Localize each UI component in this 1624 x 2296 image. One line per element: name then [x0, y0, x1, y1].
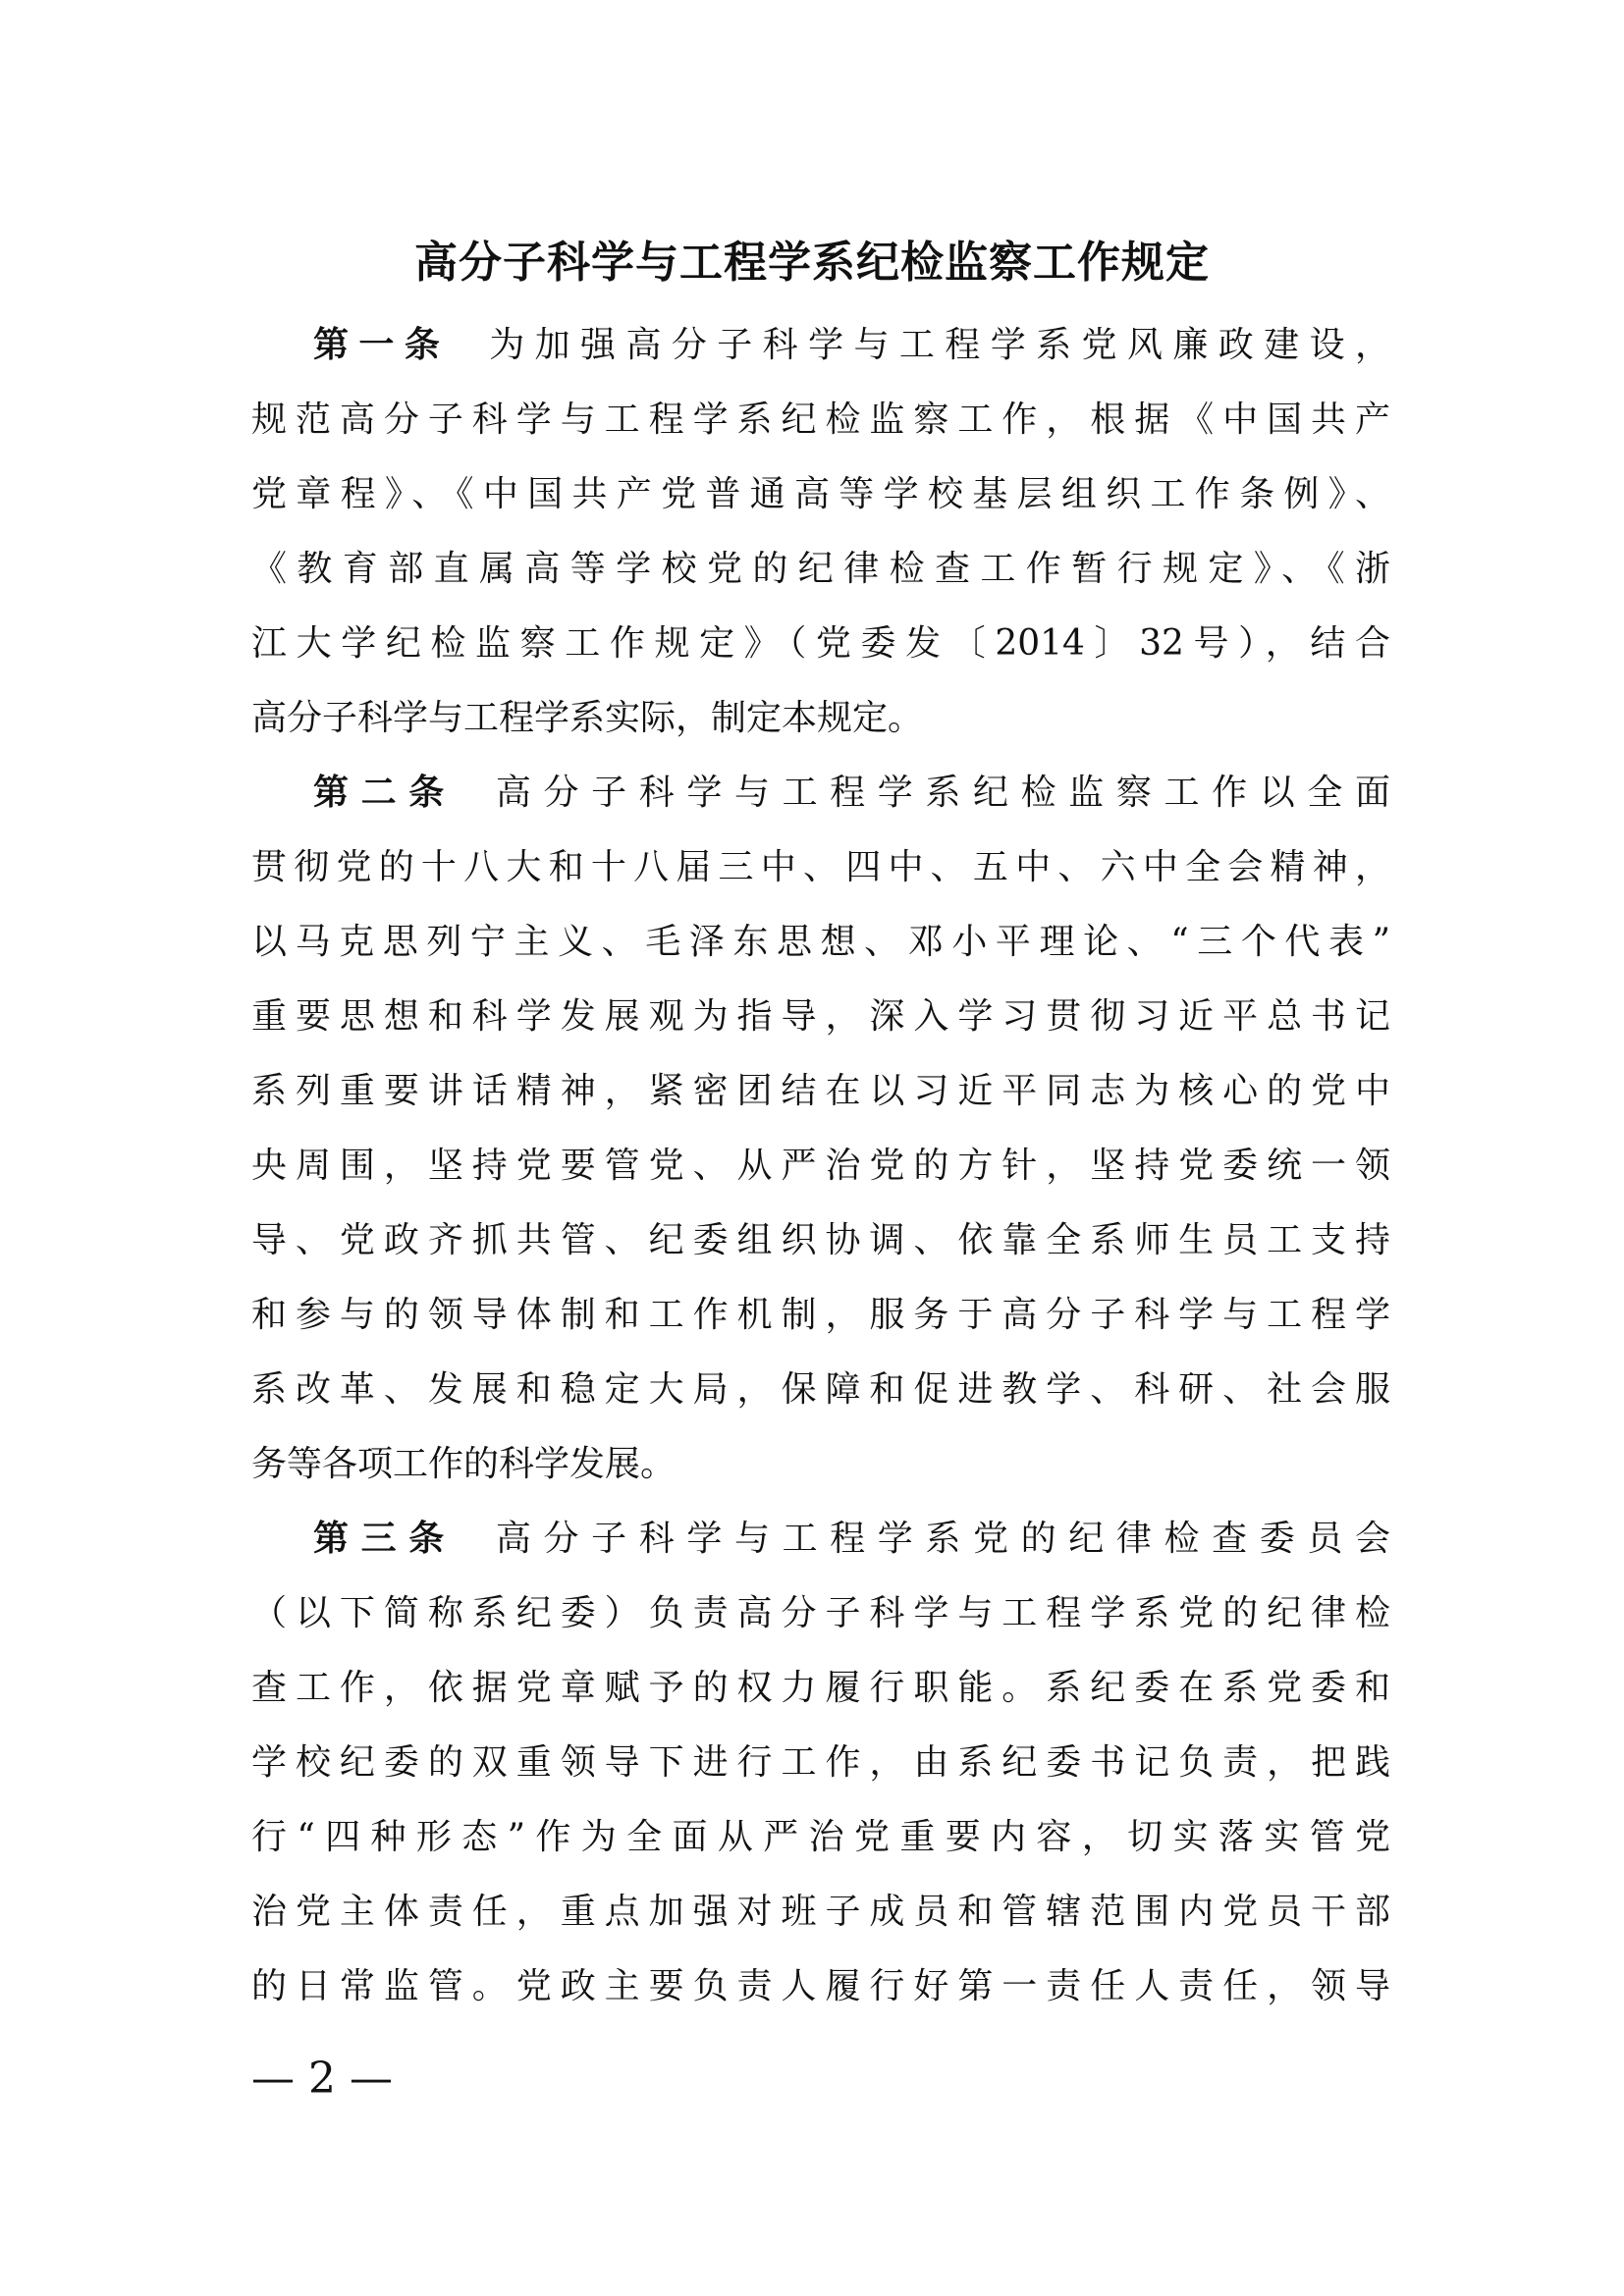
article-3-line-5: 行“四种形态”作为全面从严治党重要内容，切实落实管党: [251, 1817, 1390, 1857]
article-2-line-6: 央周围，坚持党要管党、从严治党的方针，坚持党委统一领: [251, 1146, 1390, 1186]
article-1-line-4: 《教育部直属高等学校党的纪律检查工作暂行规定》、《浙: [251, 549, 1390, 589]
article-3-line-4: 学校纪委的双重领导下进行工作，由系纪委书记负责，把践: [251, 1742, 1390, 1783]
article-2-label: 第二条: [313, 773, 457, 813]
article-3-label: 第三条: [313, 1519, 457, 1559]
article-2-first-line: [251, 756, 1390, 830]
article-1-line-1: 为加强高分子科学与工程学系党风廉政建设，: [489, 325, 1390, 365]
article-2-line-7: 导、党政齐抓共管、纪委组织协调、依靠全系师生员工支持: [251, 1220, 1390, 1260]
article-2-line-2: 贯彻党的十八大和十八届三中、四中、五中、六中全会精神，: [251, 847, 1390, 887]
article-1-first-line: [251, 308, 1390, 383]
article-3-line-1: 高分子科学与工程学系党的纪律检查委员会: [495, 1519, 1390, 1559]
page-number: — 2 —: [251, 2054, 393, 2104]
article-1-line-6: 高分子科学与工程学系实际，制定本规定。: [251, 698, 924, 738]
article-2-line-8: 和参与的领导体制和工作机制，服务于高分子科学与工程学: [251, 1295, 1390, 1335]
article-3-line-6: 治党主体责任，重点加强对班子成员和管辖范围内党员干部: [251, 1892, 1390, 1932]
article-1-line-2: 规范高分子科学与工程学系纪检监察工作，根据《中国共产: [251, 400, 1390, 440]
article-3-line-2: （以下简称系纪委）负责高分子科学与工程学系党的纪律检: [251, 1593, 1390, 1633]
article-3-first-line: [251, 1502, 1390, 1576]
article-3-line-7: 的日常监管。党政主要负责人履行好第一责任人责任，领导: [251, 1966, 1390, 2006]
document-title: 高分子科学与工程学系纪检监察工作规定: [414, 238, 1210, 288]
article-2-line-4: 重要思想和科学发展观为指导，深入学习贯彻习近平总书记: [251, 996, 1390, 1037]
article-3-line-3: 查工作，依据党章赋予的权力履行职能。系纪委在系党委和: [251, 1668, 1390, 1708]
article-2-line-5: 系列重要讲话精神，紧密团结在以习近平同志为核心的党中: [251, 1071, 1390, 1111]
article-2-line-10: 务等各项工作的科学发展。: [251, 1444, 677, 1484]
article-1-label: 第一条: [313, 325, 451, 365]
article-2-line-3: 以马克思列宁主义、毛泽东思想、邓小平理论、“三个代表”: [251, 922, 1390, 962]
article-2-line-1: 高分子科学与工程学系纪检监察工作以全面: [495, 773, 1390, 813]
article-1-line-5: 江大学纪检监察工作规定》（党委发〔2014〕32号），结合: [251, 623, 1390, 664]
article-1-line-3: 党章程》、《中国共产党普通高等学校基层组织工作条例》、: [251, 474, 1390, 514]
article-2-line-9: 系改革、发展和稳定大局，保障和促进教学、科研、社会服: [251, 1369, 1390, 1410]
